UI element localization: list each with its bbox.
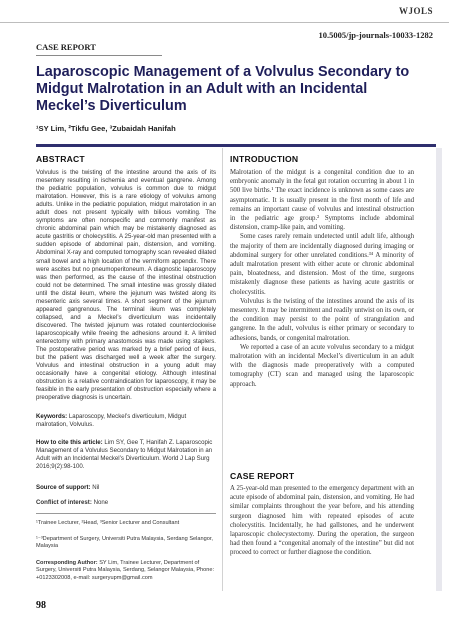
paragraph: Volvulus is the twisting of the intestines around the axis of its mesentery. It may be intermittent and readily untwist on its own, or the condition may persist to the point of strangulation and gangrene. In the adult, volvulus is either primary or secondary to adhesions, bands, or congenital malrotation. [230, 297, 414, 342]
doi-text[interactable]: 10.5005/jp-journals-10033-1282 [318, 30, 433, 40]
conflict-label: Conflict of interest: [36, 499, 92, 506]
conflict-value: None [93, 499, 109, 506]
citation-block [36, 439, 216, 471]
article-title: Laparoscopic Management of a Volvulus Secondary to Midgut Malrotation in an Adult with an Incidental Meckel’s Diverticulum [36, 64, 410, 114]
source-value: Nil [92, 484, 100, 491]
footnote-affiliation: ¹⁻³Department of Surgery, Universiti Putra Malaysia, Serdang Selangor, Malaysia [36, 536, 213, 550]
source-of-support [36, 484, 216, 491]
citation-text: Lim SY, Gee T, Hanifah Z. Laparoscopic Management of a Volvulus Secondary to Midgut Malrotation in an Adult with an Incidental Meckel’s Diverticulum. World J Lap Surg 2016;9(2):98-100. [36, 439, 213, 471]
source-label: Source of support: [36, 484, 91, 491]
paragraph: A 25-year-old man presented to the emergency department with an acute episode of abdominal pain, distension, and vomiting. He had similar complaints throughout the year before, and his attending surgeon diagnosed him with repeated episodes of acute cholecystitis. Incidentally, he had gallstones, and he underwent laparoscopic cholecystectomy. During the operation, the surgeon had then found a “congenital anomaly of the intestine” but did not proceed to correct or further diagnose the condition. [230, 485, 414, 557]
footnote-rule [36, 513, 216, 514]
article-type-rule [36, 55, 162, 56]
introduction-body [230, 168, 414, 389]
keywords-text: Laparoscopy, Meckel’s diverticulum, Midgut malrotation, Volvulus. [36, 413, 187, 429]
page-number: 98 [36, 600, 46, 611]
header-rule [0, 22, 449, 23]
abstract-heading: ABSTRACT [36, 154, 85, 164]
keywords-block [36, 413, 216, 429]
paragraph: Some cases rarely remain undetected until adult life, although the majority of them are incidentally diagnosed during imaging or abdominal surgery for other unrelated conditions.³⁴ A minority of adult malrotation present with either acute or chronic abdominal pain, bloatedness, and distension. Most of the time, surgeons mistakenly diagnose these patients as having acute gastritis or cholecystitis. [230, 233, 414, 296]
corresponding-author-label: Corresponding Author: [36, 560, 98, 566]
title-divider-bar [36, 144, 436, 147]
case-report-heading: CASE REPORT [230, 471, 295, 481]
author-list: ¹SY Lim, ²Tikfu Gee, ³Zubaidah Hanifah [36, 124, 176, 133]
journal-name: WJOLS [398, 6, 433, 16]
footnote-roles: ¹Trainee Lecturer, ²Head, ³Senior Lecturer and Consultant [36, 520, 180, 526]
citation-label: How to cite this article: [36, 439, 103, 446]
case-report-body [230, 484, 414, 558]
paragraph: Malrotation of the midgut is a congenital condition due to an embryonic anomaly in the fetal gut rotation occurring in about 1 in 500 live births.¹ The exact incidence is unknown as some cases are asymptomatic. It is usually present in the first month of life and remains an important cause of volvulus and intestinal obstruction in the pediatric age group.² Symptoms include abdominal distension, cramp-like pain, and vomiting. [230, 169, 414, 232]
corresponding-author [36, 560, 216, 582]
column-divider [222, 148, 223, 591]
keywords-label: Keywords: [36, 413, 68, 420]
abstract-text: Volvulus is the twisting of the intestine around the axis of its mesentery resulting in ischemia and eventual gangrene. Among the pediatric population, volvulus is common due to midgut malrotation. However, this is a rare etiology of volvulus among adults. Unlike in the pediatric population, midgut malrotation in an adult does not present typically with bilious vomiting. The symptoms are often nonspecific and commonly manifest as chronic abdominal pain which may be mistakenly diagnosed as acute gastritis or cholecystitis. A 25-year-old man presented with a sudden episode of abdominal pain, distension, and vomiting. Abdominal X-ray and computed tomography scan revealed dilated small bowel and a high location of the vermiform appendix. There were ascites but no pneumoperitoneum. A diagnostic laparoscopy was then performed, as the cause of the intestinal obstruction could not be determined. The small intestine was grossly dilated until the distal ileum, where the jejunum was twisted along its mesenteric axis several times. A short segment of the jejunum appeared gangrenous. The terminal ileum was completely collapsed, and a Meckel’s diverticulum was incidentally discovered. The twisted jejunum was rotated counterclockwise laparoscopically while freeing the adhesions around it. A limited enterectomy with primary anastomosis was made using staplers. The postoperative period was marked by a brief period of ileus, but the patient was discharged well a week after the surgery. Volvulus and intestinal obstruction in a young adult may occasionally have a congenital etiology. Although intestinal obstruction is a relative contraindication for laparoscopy, it may be feasible in the early presentation of obstruction especially where a preoperative diagnosis is uncertain. [36, 169, 216, 402]
article-type-label: CASE REPORT [36, 42, 96, 52]
conflict-of-interest [36, 499, 216, 506]
side-strip [436, 148, 442, 591]
introduction-heading: INTRODUCTION [230, 154, 299, 164]
corresponding-author-text[interactable]: SY Lim, Trainee Lecturer, Department of Surgery, Universiti Putra Malaysia, Serdang, Selangor Malaysia, Phone: +0123302008, e-mail: surgeryupm@gmail.com [36, 560, 215, 581]
paragraph: We reported a case of an acute volvulus secondary to a midgut malrotation with an incidental Meckel’s diverticulum in an adult with the diagnosis made preoperatively with a computed tomography (CT) scan and managed using the laparoscopic approach. [230, 343, 414, 388]
